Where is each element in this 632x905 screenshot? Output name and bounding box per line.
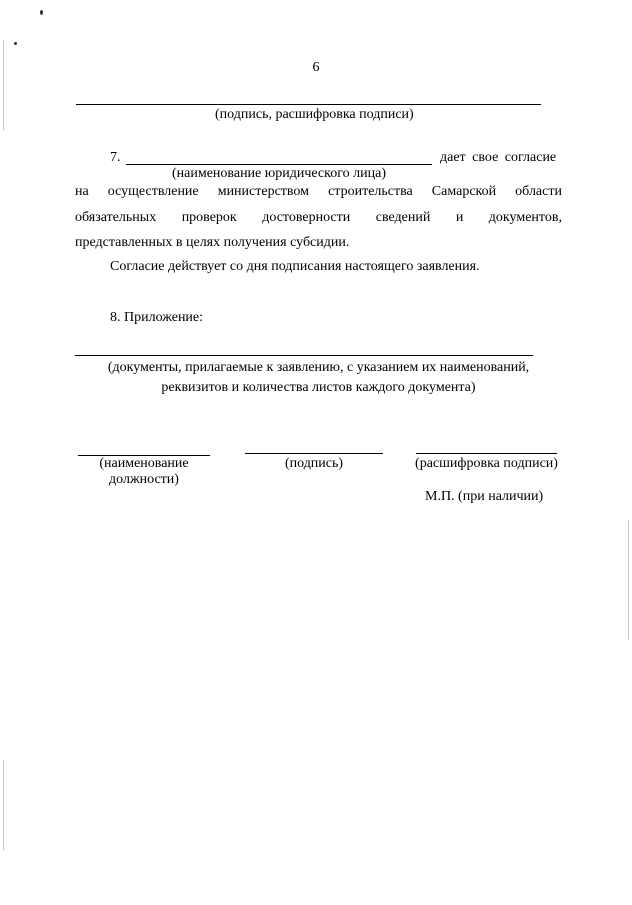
item-7-number: 7. (110, 150, 121, 165)
consent-word: осуществление (107, 184, 199, 199)
consent-line-2 (75, 210, 562, 226)
position-caption-2: должности) (109, 472, 179, 487)
consent-word: области (515, 184, 562, 199)
consent-word: обязательных (75, 210, 157, 225)
signature-line (76, 104, 541, 105)
position-caption-1: (наименование (99, 456, 189, 471)
consent-word: достоверности (262, 210, 351, 225)
consent-validity: Согласие действует со дня подписания настоящего заявления. (110, 259, 480, 274)
consent-word: проверок (181, 210, 237, 225)
consent-word: Самарской (431, 184, 497, 199)
consent-word: на (75, 184, 89, 199)
signature-field-caption: (подпись) (284, 456, 344, 471)
attachment-caption-1: (документы, прилагаемые к заявлению, с указанием их наименований, (107, 360, 530, 375)
page-number: 6 (312, 60, 320, 75)
signature-field-line (245, 453, 383, 454)
consent-word: и (455, 210, 464, 225)
consent-line-1 (75, 184, 562, 200)
attachment-caption-2: реквизитов и количества листов каждого документа) (161, 380, 476, 395)
scan-edge-mark (3, 760, 4, 850)
signature-caption: (подпись, расшифровка подписи) (215, 107, 414, 122)
attachment-heading: 8. Приложение: (110, 310, 204, 325)
consent-agrees-text: дает свое согласие (440, 150, 557, 165)
consent-line-3: представленных в целях получения субсидии. (75, 235, 350, 250)
consent-word: сведений (375, 210, 431, 225)
decoding-line (416, 453, 557, 454)
legal-entity-line (126, 164, 432, 165)
scan-edge-mark (628, 520, 629, 640)
scan-speck (14, 42, 17, 45)
consent-word: министерством (217, 184, 310, 199)
consent-word: документов, (488, 210, 562, 225)
stamp-place: М.П. (при наличии) (425, 489, 544, 504)
consent-word: строительства (328, 184, 413, 199)
decoding-caption: (расшифровка подписи) (415, 456, 558, 471)
legal-entity-caption: (наименование юридического лица) (172, 166, 386, 181)
scan-edge-mark (3, 40, 4, 130)
attachment-line (75, 355, 533, 356)
scan-speck (40, 10, 43, 15)
